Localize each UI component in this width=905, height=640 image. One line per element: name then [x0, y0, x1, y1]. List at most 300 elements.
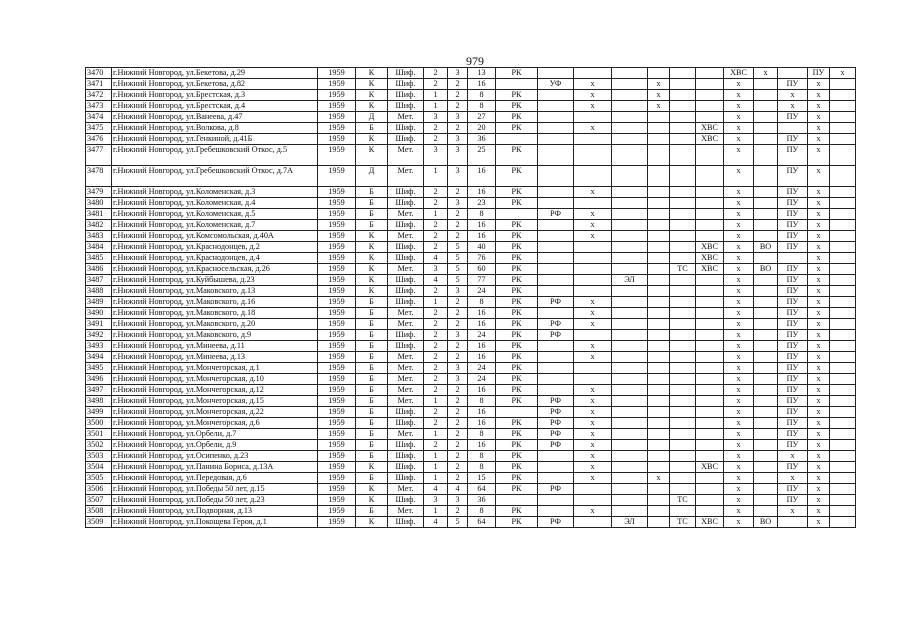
row-number-cell: 3508: [86, 506, 112, 517]
table-cell: [538, 112, 574, 123]
table-cell: [670, 187, 696, 198]
table-cell: [648, 187, 670, 198]
table-cell: [574, 112, 612, 123]
table-cell: [830, 209, 856, 220]
table-cell: 8: [468, 209, 496, 220]
table-cell: РК: [496, 112, 538, 123]
table-cell: х: [574, 220, 612, 231]
table-cell: [670, 134, 696, 145]
row-number-cell: 3496: [86, 374, 112, 385]
address-cell: г.Нижний Новгород, ул.Передовая, д.6: [112, 473, 318, 484]
table-cell: ПУ: [778, 407, 808, 418]
table-cell: 1: [424, 462, 448, 473]
table-cell: 27: [468, 112, 496, 123]
table-cell: [830, 198, 856, 209]
table-cell: 3: [448, 166, 468, 187]
table-cell: К: [356, 517, 388, 528]
table-cell: УФ: [538, 79, 574, 90]
table-cell: [670, 308, 696, 319]
table-cell: 8: [468, 101, 496, 112]
table-cell: 8: [468, 462, 496, 473]
table-cell: [754, 123, 778, 134]
table-cell: 16: [468, 385, 496, 396]
table-cell: [612, 484, 648, 495]
table-cell: [830, 79, 856, 90]
table-cell: [696, 418, 724, 429]
table-row: [86, 352, 856, 363]
table-row: [86, 101, 856, 112]
table-cell: 16: [468, 79, 496, 90]
table-cell: ТС: [670, 264, 696, 275]
table-cell: Шиф.: [388, 297, 424, 308]
table-cell: Шиф.: [388, 90, 424, 101]
table-cell: 1959: [318, 134, 356, 145]
table-cell: 1959: [318, 242, 356, 253]
table-cell: [830, 484, 856, 495]
table-cell: К: [356, 495, 388, 506]
table-cell: х: [724, 319, 754, 330]
table-cell: 3: [424, 112, 448, 123]
address-cell: г.Нижний Новгород, ул.Маковского, д.13: [112, 286, 318, 297]
table-cell: 2: [448, 506, 468, 517]
table-cell: [696, 145, 724, 166]
address-cell: г.Нижний Новгород, ул.Мончегорская, д.1: [112, 363, 318, 374]
table-cell: РК: [496, 385, 538, 396]
table-cell: х: [574, 187, 612, 198]
table-cell: 1959: [318, 352, 356, 363]
table-cell: [574, 363, 612, 374]
table-cell: [648, 330, 670, 341]
table-cell: 1959: [318, 264, 356, 275]
table-cell: К: [356, 264, 388, 275]
address-cell: г.Нижний Новгород, ул.Панина Бориса, д.13А: [112, 462, 318, 473]
table-cell: [754, 187, 778, 198]
table-cell: 1959: [318, 363, 356, 374]
table-cell: [696, 90, 724, 101]
table-cell: 2: [448, 473, 468, 484]
table-cell: 1: [424, 101, 448, 112]
table-row: [86, 484, 856, 495]
table-cell: х: [778, 473, 808, 484]
table-cell: х: [724, 101, 754, 112]
table-cell: РФ: [538, 484, 574, 495]
table-cell: х: [574, 506, 612, 517]
table-cell: [670, 68, 696, 79]
table-cell: [538, 495, 574, 506]
table-cell: х: [778, 451, 808, 462]
table-cell: 1: [424, 209, 448, 220]
table-cell: РК: [496, 506, 538, 517]
table-cell: х: [724, 286, 754, 297]
table-cell: [538, 275, 574, 286]
address-cell: г.Нижний Новгород, ул.Бекетова, д.82: [112, 79, 318, 90]
table-row: [86, 242, 856, 253]
table-cell: 4: [424, 517, 448, 528]
table-cell: х: [724, 484, 754, 495]
table-cell: [574, 484, 612, 495]
table-cell: ПУ: [778, 145, 808, 166]
table-cell: ПУ: [778, 112, 808, 123]
table-row: [86, 209, 856, 220]
table-cell: 2: [448, 231, 468, 242]
table-cell: [538, 451, 574, 462]
table-cell: [574, 68, 612, 79]
table-cell: [754, 308, 778, 319]
table-cell: Мет.: [388, 352, 424, 363]
row-number-cell: 3501: [86, 429, 112, 440]
table-cell: 8: [468, 506, 496, 517]
table-row: [86, 374, 856, 385]
table-cell: 16: [468, 341, 496, 352]
address-cell: г.Нижний Новгород, ул.Минеева, д.11: [112, 341, 318, 352]
row-number-cell: 3478: [86, 166, 112, 187]
table-cell: [778, 517, 808, 528]
table-cell: ПУ: [778, 429, 808, 440]
table-row: [86, 341, 856, 352]
table-cell: 1959: [318, 275, 356, 286]
table-cell: [574, 198, 612, 209]
table-cell: 3: [424, 264, 448, 275]
table-cell: 16: [468, 231, 496, 242]
table-cell: [670, 462, 696, 473]
table-cell: [830, 407, 856, 418]
table-cell: [830, 429, 856, 440]
table-cell: х: [574, 297, 612, 308]
table-cell: [754, 134, 778, 145]
table-cell: [648, 451, 670, 462]
table-cell: х: [808, 253, 830, 264]
housing-register-table: [85, 67, 856, 528]
table-cell: [754, 101, 778, 112]
table-cell: Шиф.: [388, 462, 424, 473]
table-cell: [648, 341, 670, 352]
table-cell: РФ: [538, 297, 574, 308]
table-cell: [648, 145, 670, 166]
table-cell: 1959: [318, 517, 356, 528]
table-cell: [538, 253, 574, 264]
address-cell: г.Нижний Новгород, ул.Краснодонцев, д.2: [112, 242, 318, 253]
table-cell: х: [724, 79, 754, 90]
table-cell: 1959: [318, 407, 356, 418]
table-cell: [696, 275, 724, 286]
table-cell: [696, 440, 724, 451]
table-cell: 1959: [318, 308, 356, 319]
table-cell: 16: [468, 319, 496, 330]
address-cell: г.Нижний Новгород, ул.Куйбышева, д.23: [112, 275, 318, 286]
table-cell: 8: [468, 451, 496, 462]
table-cell: 1: [424, 451, 448, 462]
table-cell: х: [574, 231, 612, 242]
table-cell: [670, 79, 696, 90]
table-row: [86, 79, 856, 90]
table-cell: Шиф.: [388, 418, 424, 429]
table-cell: 1959: [318, 68, 356, 79]
table-cell: х: [574, 209, 612, 220]
table-cell: ПУ: [778, 134, 808, 145]
row-number-cell: 3500: [86, 418, 112, 429]
table-row: [86, 363, 856, 374]
table-cell: РК: [496, 418, 538, 429]
address-cell: г.Нижний Новгород, ул.Мончегорская, д.22: [112, 407, 318, 418]
table-cell: х: [778, 90, 808, 101]
table-cell: 2: [424, 198, 448, 209]
table-cell: 2: [448, 352, 468, 363]
table-cell: РК: [496, 330, 538, 341]
table-cell: [648, 231, 670, 242]
row-number-cell: 3494: [86, 352, 112, 363]
table-cell: ПУ: [778, 286, 808, 297]
table-cell: [648, 319, 670, 330]
table-cell: Шиф.: [388, 220, 424, 231]
table-cell: [778, 253, 808, 264]
table-cell: [830, 220, 856, 231]
table-cell: РК: [496, 319, 538, 330]
table-cell: 16: [468, 187, 496, 198]
table-cell: [612, 297, 648, 308]
table-row: [86, 385, 856, 396]
table-cell: [670, 90, 696, 101]
table-cell: 24: [468, 330, 496, 341]
table-cell: [830, 123, 856, 134]
table-cell: К: [356, 231, 388, 242]
table-cell: х: [808, 418, 830, 429]
table-cell: ПУ: [778, 319, 808, 330]
table-cell: К: [356, 484, 388, 495]
table-cell: [648, 264, 670, 275]
table-cell: х: [808, 495, 830, 506]
table-cell: [670, 275, 696, 286]
table-cell: К: [356, 68, 388, 79]
table-cell: 3: [448, 374, 468, 385]
table-cell: [696, 166, 724, 187]
table-cell: [830, 253, 856, 264]
table-cell: [830, 101, 856, 112]
row-number-cell: 3484: [86, 242, 112, 253]
table-row: [86, 418, 856, 429]
table-cell: х: [724, 517, 754, 528]
table-row: [86, 407, 856, 418]
table-cell: [538, 134, 574, 145]
table-cell: [574, 166, 612, 187]
table-cell: 2: [448, 79, 468, 90]
table-cell: Д: [356, 112, 388, 123]
table-cell: Шиф.: [388, 341, 424, 352]
table-cell: [612, 341, 648, 352]
address-cell: г.Нижний Новгород, ул.Волкова, д.8: [112, 123, 318, 134]
table-cell: [754, 462, 778, 473]
row-number-cell: 3505: [86, 473, 112, 484]
table-cell: 2: [424, 231, 448, 242]
table-cell: х: [574, 418, 612, 429]
table-cell: 3: [448, 330, 468, 341]
row-number-cell: 3506: [86, 484, 112, 495]
table-cell: ПУ: [778, 264, 808, 275]
table-cell: [670, 101, 696, 112]
table-cell: [830, 166, 856, 187]
table-cell: [754, 407, 778, 418]
table-cell: К: [356, 101, 388, 112]
table-cell: Шиф.: [388, 101, 424, 112]
table-row: [86, 112, 856, 123]
table-cell: 2: [424, 79, 448, 90]
table-cell: [612, 363, 648, 374]
table-cell: [830, 242, 856, 253]
table-cell: ПУ: [778, 385, 808, 396]
table-cell: Шиф.: [388, 68, 424, 79]
address-cell: г.Нижний Новгород, ул.Маковского, д.9: [112, 330, 318, 341]
table-cell: 2: [424, 440, 448, 451]
table-cell: [830, 286, 856, 297]
table-cell: [830, 112, 856, 123]
table-cell: [574, 253, 612, 264]
table-cell: [670, 112, 696, 123]
table-cell: х: [574, 341, 612, 352]
table-cell: Б: [356, 473, 388, 484]
table-cell: х: [808, 319, 830, 330]
table-cell: Мет.: [388, 506, 424, 517]
table-cell: х: [808, 484, 830, 495]
table-cell: Мет.: [388, 484, 424, 495]
table-cell: РФ: [538, 330, 574, 341]
table-cell: [696, 112, 724, 123]
table-cell: [670, 330, 696, 341]
table-cell: 16: [468, 352, 496, 363]
table-cell: [670, 209, 696, 220]
table-cell: х: [724, 112, 754, 123]
table-cell: К: [356, 90, 388, 101]
table-row: [86, 330, 856, 341]
table-cell: РФ: [538, 319, 574, 330]
table-cell: 5: [448, 275, 468, 286]
table-cell: [648, 297, 670, 308]
table-cell: 2: [424, 363, 448, 374]
table-cell: х: [724, 429, 754, 440]
table-cell: 2: [448, 123, 468, 134]
table-cell: х: [808, 123, 830, 134]
table-cell: [830, 385, 856, 396]
table-cell: ПУ: [778, 330, 808, 341]
table-cell: 40: [468, 242, 496, 253]
table-cell: Б: [356, 297, 388, 308]
table-cell: [574, 495, 612, 506]
table-cell: [670, 123, 696, 134]
address-cell: г.Нижний Новгород, ул.Осипенко, д.23: [112, 451, 318, 462]
table-cell: ПУ: [778, 440, 808, 451]
table-cell: ХВС: [696, 264, 724, 275]
table-cell: [612, 429, 648, 440]
table-cell: 1: [424, 429, 448, 440]
table-cell: Б: [356, 198, 388, 209]
table-cell: РК: [496, 242, 538, 253]
table-cell: Б: [356, 319, 388, 330]
table-cell: [696, 352, 724, 363]
row-number-cell: 3486: [86, 264, 112, 275]
table-cell: ХВС: [696, 123, 724, 134]
table-cell: [754, 286, 778, 297]
table-cell: 2: [424, 319, 448, 330]
table-cell: 3: [424, 145, 448, 166]
table-cell: х: [574, 473, 612, 484]
table-cell: 3: [424, 495, 448, 506]
table-cell: РК: [496, 145, 538, 166]
table-cell: ПУ: [778, 418, 808, 429]
table-row: [86, 220, 856, 231]
address-cell: г.Нижний Новгород, ул.Брестская, д.4: [112, 101, 318, 112]
table-cell: [612, 123, 648, 134]
table-cell: 2: [424, 187, 448, 198]
table-cell: К: [356, 134, 388, 145]
table-cell: К: [356, 253, 388, 264]
table-cell: [648, 407, 670, 418]
table-cell: [612, 101, 648, 112]
row-number-cell: 3491: [86, 319, 112, 330]
table-cell: Мет.: [388, 308, 424, 319]
table-cell: [830, 374, 856, 385]
table-cell: [670, 319, 696, 330]
table-cell: ПУ: [778, 198, 808, 209]
table-row: [86, 166, 856, 187]
table-cell: [538, 473, 574, 484]
table-cell: РК: [496, 123, 538, 134]
address-cell: г.Нижний Новгород, ул.Генкиной, д.41Б: [112, 134, 318, 145]
table-cell: 20: [468, 123, 496, 134]
table-cell: 1: [424, 166, 448, 187]
table-cell: Б: [356, 330, 388, 341]
table-cell: х: [724, 297, 754, 308]
table-cell: [830, 330, 856, 341]
table-cell: ХВС: [696, 517, 724, 528]
table-cell: х: [724, 506, 754, 517]
table-cell: х: [574, 319, 612, 330]
table-cell: 5: [448, 517, 468, 528]
table-cell: [830, 231, 856, 242]
table-cell: 1959: [318, 101, 356, 112]
table-cell: 1: [424, 90, 448, 101]
table-cell: х: [724, 275, 754, 286]
table-cell: ПУ: [778, 297, 808, 308]
table-cell: х: [808, 429, 830, 440]
table-cell: [830, 396, 856, 407]
table-cell: [754, 166, 778, 187]
address-cell: г.Нижний Новгород, ул.Гребешковский Откос, д.7А: [112, 166, 318, 187]
table-cell: [670, 220, 696, 231]
row-number-cell: 3472: [86, 90, 112, 101]
table-cell: х: [724, 231, 754, 242]
table-cell: РК: [496, 90, 538, 101]
row-number-cell: 3499: [86, 407, 112, 418]
table-cell: РФ: [538, 209, 574, 220]
table-cell: х: [808, 517, 830, 528]
table-cell: [830, 363, 856, 374]
table-cell: 1959: [318, 79, 356, 90]
table-cell: [754, 352, 778, 363]
table-cell: х: [808, 231, 830, 242]
table-cell: 2: [424, 385, 448, 396]
table-cell: Б: [356, 374, 388, 385]
table-cell: 1959: [318, 473, 356, 484]
table-cell: х: [808, 374, 830, 385]
table-cell: 1959: [318, 330, 356, 341]
table-cell: [612, 495, 648, 506]
table-cell: [754, 440, 778, 451]
table-cell: х: [778, 506, 808, 517]
table-cell: 2: [424, 286, 448, 297]
address-cell: г.Нижний Новгород, ул.Покощева Героя, д.1: [112, 517, 318, 528]
table-cell: 3: [448, 134, 468, 145]
table-cell: х: [724, 187, 754, 198]
table-cell: РК: [496, 341, 538, 352]
table-cell: 2: [448, 396, 468, 407]
